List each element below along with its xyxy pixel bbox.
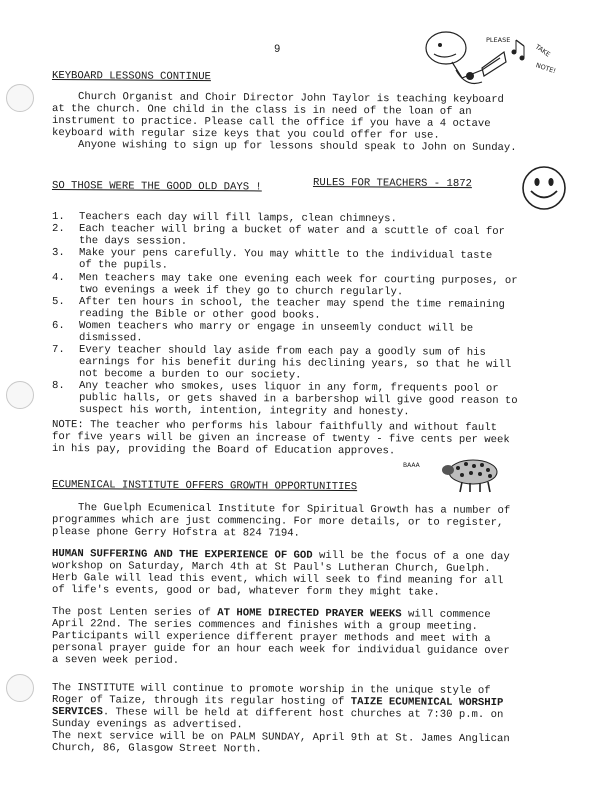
- rule-number: 1.: [51, 211, 65, 224]
- rule-line: dismissed.: [78, 332, 143, 345]
- ecumenical-p3-line: Participants will experience different prayer methods and meet with a: [51, 630, 491, 646]
- ecumenical-p2-line: Herb Gale will lead this event, which will seek to find meaning for all: [51, 572, 504, 588]
- event-title-prayer-weeks: AT HOME DIRECTED PRAYER WEEKS: [217, 607, 402, 621]
- note-please: PLEASE: [486, 36, 511, 44]
- rule-line: public halls, or gets shaved in a barbershop will give good reason to: [78, 392, 518, 408]
- rules-note-line: NOTE: The teacher who performs his labour faithfully and without fault: [51, 419, 498, 435]
- ecumenical-p2-text: will be the focus of a one day: [312, 549, 510, 564]
- keyboard-line: Anyone wishing to sign up for lessons should speak to John on Sunday.: [77, 139, 517, 155]
- keyboard-line: Church Organist and Choir Director John Taylor is teaching keyboard: [77, 91, 504, 106]
- ecumenical-p1-line: please phone Gerry Hofstra at 824 7194.: [51, 526, 300, 540]
- keyboard-line: keyboard with regular size keys that you could offer for use.: [51, 127, 440, 142]
- keyboard-heading: KEYBOARD LESSONS CONTINUE: [51, 70, 211, 84]
- event-title-taize-worship: TAIZE ECUMENICAL WORSHIP: [350, 696, 504, 710]
- rule-line: Make your pens carefully. You may whittle to the individual taste: [78, 247, 493, 263]
- rule-number: 5.: [51, 295, 65, 308]
- ecumenical-p4-text: . These will be held at different host churches at 7:30 p.m. on: [102, 706, 504, 722]
- ecumenical-heading: ECUMENICAL INSTITUTE OFFERS GROWTH OPPORTUNITIES: [51, 479, 358, 494]
- ecumenical-p3-line: personal prayer guide for an hour each week for individual guidance over: [51, 642, 510, 658]
- ecumenical-p4-line: Sunday evenings as advertised.: [51, 718, 243, 732]
- ecumenical-p3-text: The post Lenten series of: [51, 606, 218, 620]
- rule-line: Every teacher should lay aside from each pay a goodly sum of his: [78, 344, 486, 360]
- ecumenical-p1-line: The Guelph Ecumenical Institute for Spiritual Growth has a number of: [77, 502, 511, 518]
- rules-note-line: in his pay, providing the Board of Education approves.: [51, 443, 396, 458]
- ecumenical-p4-line: Church, 86, Glasgow Street North.: [51, 742, 262, 756]
- ecumenical-p4-line: The INSTITUTE will continue to promote worship in the unique style of: [51, 682, 491, 698]
- ecumenical-p3-line: a seven week period.: [51, 654, 180, 667]
- keyboard-line: at the church. One child in the class is in need of the loan of an: [51, 103, 472, 118]
- ecumenical-p4-line: The next service will be on PALM SUNDAY, April 9th at St. James Anglican: [51, 730, 510, 746]
- note-note: NOTE!: [534, 61, 557, 76]
- rule-line: reading the Bible or other good books.: [78, 307, 321, 322]
- sheep-caption: BAAA: [403, 462, 420, 469]
- musician-icon: [422, 18, 582, 98]
- rule-line: Any teacher who smokes, uses liquor in any form, frequents pool or: [78, 380, 499, 396]
- rule-number: 7.: [51, 344, 65, 357]
- keyboard-line: instrument to practice. Please call the office if you have a 4 octave: [51, 115, 491, 131]
- page-number: 9: [274, 44, 281, 56]
- binder-hole: [6, 674, 34, 702]
- sheep-icon: [438, 454, 508, 494]
- ecumenical-p2-line: workshop on Saturday, March 4th at St Paul's Lutheran Church, Guelph.: [51, 560, 491, 576]
- ecumenical-p4-text: Roger of Taize, through its regular hosting of: [51, 694, 351, 709]
- ecumenical-p3-line: April 22nd. The series commences and finishes with a group meeting.: [51, 618, 478, 633]
- ecumenical-p1-line: programmes which are just commencing. For more details, or to register,: [51, 514, 504, 530]
- event-title-human-suffering: HUMAN SUFFERING AND THE EXPERIENCE OF GOD: [51, 548, 313, 562]
- rule-line: not become a burden to our society.: [78, 368, 302, 382]
- rule-line: After ten hours in school, the teacher may spend the time remaining: [78, 295, 505, 311]
- rule-number: 4.: [51, 271, 65, 284]
- rule-line: earnings for his benefit during his declining years, so that he will: [78, 356, 512, 372]
- ecumenical-p3-text: will commence: [401, 608, 491, 622]
- ecumenical-p2-line: of life's events, good or bad, whatever form they might take.: [51, 584, 440, 599]
- rule-line: suspect his worth, intention, integrity and honesty.: [78, 404, 410, 419]
- rule-line: of the pupils.: [78, 259, 169, 273]
- note-take: TAKE: [533, 42, 552, 59]
- rule-number: 6.: [51, 320, 65, 333]
- event-title-services: SERVICES: [51, 706, 103, 719]
- rule-line: Teachers each day will fill lamps, clean chimneys.: [78, 211, 397, 226]
- rules-note-line: for five years will be given an increase of twenty - five cents per week: [51, 431, 510, 447]
- rule-line: Men teachers may take one evening each week for courting purposes, or: [78, 271, 518, 287]
- rules-heading-left: SO THOSE WERE THE GOOD OLD DAYS !: [51, 180, 262, 194]
- rule-line: two evenings a week if they go to church regularly.: [78, 283, 404, 298]
- rules-heading-right: RULES FOR TEACHERS - 1872: [312, 177, 472, 191]
- rule-line: Each teacher will bring a bucket of water and a scuttle of coal for: [78, 223, 505, 239]
- rule-line: the days session.: [78, 235, 188, 248]
- rule-number: 2.: [51, 223, 65, 236]
- rule-number: 8.: [51, 380, 65, 393]
- binder-hole: [6, 381, 34, 409]
- rule-number: 3.: [51, 247, 65, 260]
- rule-line: Women teachers who marry or engage in unseemly conduct will be: [78, 320, 474, 335]
- binder-hole: [6, 84, 34, 112]
- smiley-face-icon: [520, 164, 568, 212]
